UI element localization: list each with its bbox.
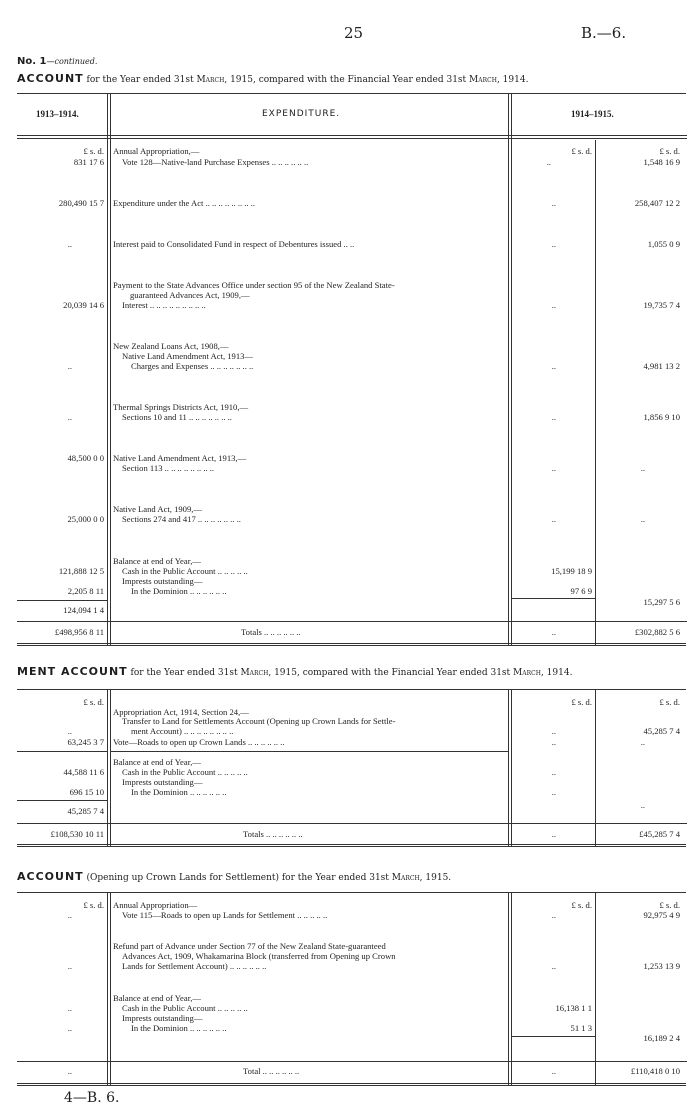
balance-imprests-label: Imprests outstanding—	[122, 576, 203, 586]
row-text: Appropriation Act, 1914, Section 24,—	[113, 707, 249, 717]
amount-mid: ..	[551, 198, 556, 208]
row-text: Vote—Roads to open up Crown Lands .. .. .. .. .. ..	[113, 737, 285, 747]
total-curr: £45,285 7 4	[639, 829, 680, 839]
row-text: Interest paid to Consolidated Fund in respect of Debentures issued .. ..	[113, 239, 355, 249]
section3-heading: ACCOUNT (Opening up Crown Lands for Settlement) for the Year ended 31st March, 1915.	[17, 870, 452, 883]
currency-label: £ s. d.	[659, 697, 680, 707]
row-text: Expenditure under the Act .. .. .. .. .. .. .. ..	[113, 198, 256, 208]
total-curr: £110,418 0 10	[630, 1066, 680, 1076]
row-text: Native Land Amendment Act, 1913,—	[113, 453, 247, 463]
total-prev: £108,530 10 11	[50, 829, 104, 839]
balance-imprests-label: Imprests outstanding—	[122, 1013, 203, 1023]
col-header-1913: 1913–1914.	[36, 109, 79, 119]
amount-mid: 51 1 3	[570, 1023, 592, 1033]
amount-mid: ..	[551, 463, 556, 473]
totals-label: Total .. .. .. .. .. ..	[243, 1066, 300, 1076]
row-text: Charges and Expenses .. .. .. .. .. .. ..	[131, 361, 254, 371]
amount-prev: 25,000 0 0	[67, 514, 104, 524]
page-number: 25	[344, 24, 364, 42]
totals-label: Totals .. .. .. .. .. ..	[243, 829, 303, 839]
section3-table	[17, 892, 686, 1086]
total-mid: ..	[551, 829, 556, 839]
section1-heading: ACCOUNT for the Year ended 31st March, 1915, compared with the Financial Year ended 31st March, 1914.	[17, 72, 529, 85]
balance-label: Balance at end of Year,—	[113, 993, 201, 1003]
currency-label: £ s. d.	[571, 900, 592, 910]
balance-cash-label: Cash in the Public Account .. .. .. .. ..	[122, 1003, 248, 1013]
section2-heading: MENT ACCOUNT for the Year ended 31st March, 1915, compared with the Financial Year ended 31st March, 1914.	[17, 665, 573, 678]
amount-mid: ..	[551, 239, 556, 249]
amount-mid: ..	[551, 767, 556, 777]
amount-mid: 15,199 18 9	[551, 566, 592, 576]
row-text: Sections 10 and 11 .. .. .. .. .. .. ..	[122, 412, 232, 422]
amount-curr: 1,055 0 9	[647, 239, 680, 249]
currency-label: £ s. d.	[659, 146, 680, 156]
amount-mid: ..	[551, 737, 556, 747]
amount-curr: 258,407 12 2	[634, 198, 680, 208]
balance-dominion-label: In the Dominion .. .. .. .. .. ..	[131, 787, 227, 797]
currency-label: £ s. d.	[83, 697, 104, 707]
amount-mid: ..	[551, 726, 556, 736]
total-curr: £302,882 5 6	[634, 627, 680, 637]
amount-prev: 2,205 8 11	[67, 586, 104, 596]
amount-mid: ..	[551, 412, 556, 422]
page-code: B.—6.	[581, 24, 627, 42]
row-text: Vote 128—Native-land Purchase Expenses .. .. .. .. .. ..	[122, 157, 309, 167]
balance-label: Balance at end of Year,—	[113, 556, 201, 566]
amount-prev: ..	[67, 1023, 72, 1033]
amount-mid: ..	[551, 361, 556, 371]
balance-label: Balance at end of Year,—	[113, 757, 201, 767]
amount-prev: 63,245 3 7	[67, 737, 104, 747]
row-text: Payment to the State Advances Office under section 95 of the New Zealand State-	[113, 280, 395, 290]
amount-mid: ..	[551, 787, 556, 797]
amount-prev-subtotal: 45,285 7 4	[67, 806, 104, 816]
col-header-expenditure: EXPENDITURE.	[262, 109, 341, 119]
row-text: ment Account) .. .. .. .. .. .. .. ..	[131, 726, 234, 736]
amount-curr: 19,735 7 4	[643, 300, 680, 310]
page-footer: 4—B. 6.	[64, 1090, 120, 1106]
amount-prev: 121,888 12 5	[58, 566, 104, 576]
amount-prev: 44,588 11 6	[63, 767, 104, 777]
amount-prev: 696 15 10	[69, 787, 104, 797]
amount-prev: 20,039 14 6	[63, 300, 104, 310]
row-text: Refund part of Advance under Section 77 of the New Zealand State-guaranteed	[113, 941, 386, 951]
amount-curr: 45,285 7 4	[643, 726, 680, 736]
row-text: Section 113 .. .. .. .. .. .. .. ..	[122, 463, 215, 473]
amount-prev: 280,490 15 7	[58, 198, 104, 208]
amount-curr: ..	[640, 463, 645, 473]
row-text: Advances Act, 1909, Whakamarina Block (transferred from Opening up Crown	[122, 951, 396, 961]
balance-dominion-label: In the Dominion .. .. .. .. .. ..	[131, 586, 227, 596]
amount-curr: ..	[640, 737, 645, 747]
total-mid: ..	[551, 627, 556, 637]
amount-mid: ..	[551, 961, 556, 971]
total-prev: ..	[67, 1066, 72, 1076]
balance-cash-label: Cash in the Public Account .. .. .. .. ..	[122, 566, 248, 576]
row-text: Interest .. .. .. .. .. .. .. .. ..	[122, 300, 206, 310]
continued-label: No. 1—continued.	[17, 56, 98, 67]
currency-label: £ s. d.	[571, 146, 592, 156]
balance-imprests-label: Imprests outstanding—	[122, 777, 203, 787]
amount-prev: 48,500 0 0	[67, 453, 104, 463]
amount-curr: 1,548 16 9	[643, 157, 680, 167]
amount-prev: ..	[67, 961, 72, 971]
row-text: Annual Appropriation,—	[113, 146, 200, 156]
amount-curr: 1,253 13 9	[643, 961, 680, 971]
amount-mid: ..	[551, 300, 556, 310]
col-header-1914: 1914–1915.	[571, 109, 614, 119]
amount-mid: 16,138 1 1	[555, 1003, 592, 1013]
amount-prev: ..	[67, 239, 72, 249]
amount-prev: ..	[67, 361, 72, 371]
amount-mid: ..	[551, 910, 556, 920]
row-text: Thermal Springs Districts Act, 1910,—	[113, 402, 249, 412]
row-text: Lands for Settlement Account) .. .. .. .. .. ..	[122, 961, 267, 971]
totals-label: Totals .. .. .. .. .. ..	[241, 627, 301, 637]
currency-label: £ s. d.	[83, 146, 104, 156]
amount-mid: 97 6 9	[570, 586, 592, 596]
row-text: Native Land Amendment Act, 1913—	[122, 351, 254, 361]
amount-curr: 15,297 5 6	[643, 597, 680, 607]
row-text: guaranteed Advances Act, 1909,—	[130, 290, 250, 300]
row-text: New Zealand Loans Act, 1908,—	[113, 341, 229, 351]
balance-cash-label: Cash in the Public Account .. .. .. .. ..	[122, 767, 248, 777]
amount-prev-subtotal: 124,094 1 4	[63, 605, 104, 615]
currency-label: £ s. d.	[659, 900, 680, 910]
row-text: Sections 274 and 417 .. .. .. .. .. .. ..	[122, 514, 241, 524]
currency-label: £ s. d.	[571, 697, 592, 707]
amount-prev: ..	[67, 726, 72, 736]
balance-dominion-label: In the Dominion .. .. .. .. .. ..	[131, 1023, 227, 1033]
amount-curr: 92,975 4 9	[643, 910, 680, 920]
total-prev: £498,956 8 11	[54, 627, 104, 637]
row-text: Transfer to Land for Settlements Account (Opening up Crown Lands for Settle-	[122, 716, 396, 726]
amount-curr: 1,856 9 10	[643, 412, 680, 422]
amount-curr: 16,189 2 4	[643, 1033, 680, 1043]
amount-prev: ..	[67, 910, 72, 920]
total-mid: ..	[551, 1066, 556, 1076]
currency-label: £ s. d.	[83, 900, 104, 910]
amount-prev: ..	[67, 1003, 72, 1013]
row-text: Native Land Act, 1909,—	[113, 504, 203, 514]
row-text: Annual Appropriation—	[113, 900, 198, 910]
amount-curr: ..	[640, 800, 645, 810]
row-text: Vote 115—Roads to open up Lands for Settlement .. .. .. .. ..	[122, 910, 328, 920]
amount-curr: 4,981 13 2	[643, 361, 680, 371]
amount-mid: ..	[546, 157, 551, 167]
amount-prev: ..	[67, 412, 72, 422]
amount-mid: ..	[551, 514, 556, 524]
amount-prev: 831 17 6	[73, 157, 104, 167]
amount-curr: ..	[640, 514, 645, 524]
